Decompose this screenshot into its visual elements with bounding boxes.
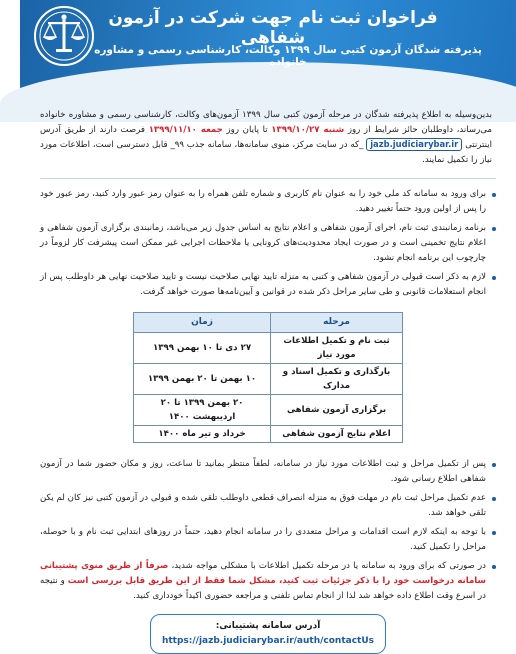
- time-cell: خرداد و تیر ماه ۱۴۰۰: [134, 426, 271, 443]
- intro-text-4: _که در سایت مرکز، منوی سامانه‌ها، سامانه جذب ۹۹_ قابل دسترسی است، اطلاعات مورد نیاز را تکمیل نمایند.: [40, 140, 492, 165]
- support-note: [40, 559, 496, 604]
- list-item: با توجه به اینکه لازم است اقدامات و مراحل متعددی را در سامانه انجام دهید، حتماً در روزهای ابتدایی ثبت نام و با حوصله، مراحل را تکمیل کنید.: [40, 525, 496, 555]
- time-cell: ۱۰ بهمن تا ۲۰ بهمن ۱۳۹۹: [134, 364, 271, 395]
- time-cell: ۲۷ دی تا ۱۰ بهمن ۱۳۹۹: [134, 333, 271, 364]
- list-item: عدم تکمیل مراحل ثبت نام در مهلت فوق به منزله انصراف قطعی داوطلب تلقی شده و قبولی در آزمون کتبی نیز کان لم یکن تلقی خواهد شد.: [40, 491, 496, 521]
- section-divider: [40, 178, 496, 179]
- list-item: برنامه زمانبندی ثبت نام، اجرای آزمون شفاهی و اعلام نتایج به اساس جدول زیر می‌باشد، زمانبندی برگزاری آزمون شفاهی و اعلام نتایج تخمینی است و در صورت ایجاد محدودیت‌های کرونایی یا ملاحظات اجرایی غیر ممکن است پیشرفت کار لزوماً در چارچوب این برنامه انجام نشود.: [40, 221, 496, 266]
- stage-cell: بارگذاری و تکمیل اسناد و مدارک: [271, 364, 403, 395]
- table-row: [134, 395, 403, 426]
- list-item: پس از تکمیل مراحل و ثبت اطلاعات مورد نیاز در سامانه، لطفاً منتظر بمانید تا ساعت، روز و مکان حضور شما در آزمون شفاهی اطلاع رسانی شود.: [40, 457, 496, 487]
- support-address-box: [150, 614, 386, 654]
- column-header-time: زمان: [134, 313, 271, 333]
- start-date: شنبه ۱۳۹۹/۱۰/۲۷: [271, 125, 345, 135]
- intro-text-1: بدین‌وسیله به اطلاع پذیرفته شدگان در مرحله آزمون کتبی سال ۱۳۹۹ آزمون‌های وکالت، کارشناسی رسمی و مشاوره خانواده می‌رساند، داوطلبان حائز شرایط از روز: [40, 110, 493, 135]
- table-row: [134, 333, 403, 364]
- intro-paragraph: [40, 108, 496, 168]
- table-header-row: [134, 313, 403, 333]
- instructions-list-bottom: [40, 457, 496, 604]
- column-header-stage: مرحله: [271, 313, 403, 333]
- intro-text-2: تا پایان روز: [222, 125, 272, 135]
- announcement-body: [40, 108, 496, 654]
- list-item: لازم به ذکر است قبولی در آزمون شفاهی و کتبی به منزله تایید نهایی صلاحیت نیست و تایید صلاحیت نهایی هر داوطلب پس از انجام استعلامات قانونی و طی سایر مراحل ذکر شده در قوانین و آیین‌نامه‌ها صورت خواهد گرفت.: [40, 270, 496, 300]
- stage-cell: برگزاری آزمون شفاهی: [271, 395, 403, 426]
- table-row: [134, 364, 403, 395]
- table-row: [134, 426, 403, 443]
- header-banner: [20, 0, 516, 96]
- end-date: جمعه ۱۳۹۹/۱۱/۱۰: [148, 125, 223, 135]
- stage-cell: ثبت نام و تکمیل اطلاعات مورد نیاز: [271, 333, 403, 364]
- support-address-label: آدرس سامانه پشتیبانی:: [215, 621, 321, 631]
- support-warning: صرفاً از طریق منوی پشتیبانی سامانه درخواست خود را با ذکر جزئیات ثبت کنید، مشکل شما فقط از این طریق قابل بررسی است: [40, 561, 486, 586]
- stage-cell: اعلام نتایج آزمون شفاهی: [271, 426, 403, 443]
- support-url-link[interactable]: https://jazb.judiciarybar.ir/auth/contactUs: [161, 636, 375, 646]
- page-subtitle: پذیرفته شدگان آزمون کتبی سال ۱۳۹۹ وکالت، کارشناسی رسمی و مشاوره خانواده: [94, 44, 482, 68]
- intro-text-3: فرصت دارند از طریق آدرس اینترنتی: [40, 125, 492, 150]
- support-text-2: و نتیجه در اسرع وقت اطلاع داده خواهد شد لذا از انجام تماس تلفنی و مراجعه حضوری اکیداً خودداری کنید.: [40, 576, 486, 601]
- list-item: برای ورود به سامانه کد ملی خود را به عنوان نام کاربری و شماره تلفن همراه را به عنوان رمز عبور وارد کنید، رمز عبور خود را پس از اولین ورود حتماً تغییر دهید.: [40, 187, 496, 217]
- support-text-1: در صورتی که برای ورود به سامانه یا در مرحله تکمیل اطلاعات با مشکلی مواجه شدید،: [168, 561, 486, 571]
- instructions-list-top: [40, 187, 496, 300]
- time-cell: ۲۰ بهمن ۱۳۹۹ تا ۲۰ اردیبهشت ۱۴۰۰: [134, 395, 271, 426]
- registration-site-link[interactable]: jazb.judiciarybar.ir: [366, 138, 462, 151]
- schedule-table: [133, 312, 403, 443]
- page-title: فراخوان ثبت نام جهت شرکت در آزمون شفاهی: [108, 8, 438, 48]
